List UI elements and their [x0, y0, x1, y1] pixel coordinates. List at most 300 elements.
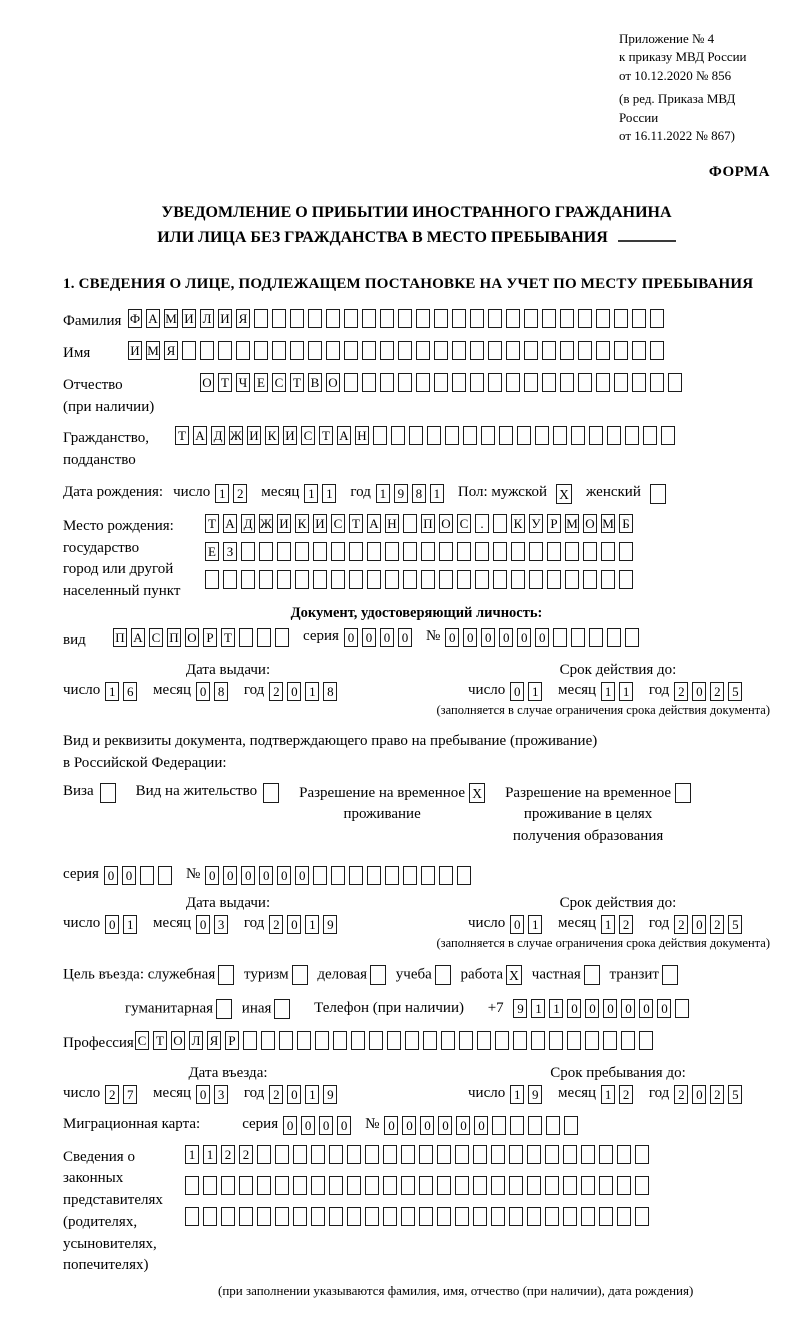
doc-valid-col — [468, 662, 770, 701]
permit-issue-date — [63, 915, 468, 934]
char-cell — [254, 309, 268, 328]
char-cell: 1 — [305, 682, 319, 701]
char-cell — [272, 341, 286, 360]
char-cell: Т — [205, 514, 219, 533]
char-cell — [434, 309, 448, 328]
char-cell — [385, 570, 399, 589]
char-cell: 9 — [323, 1085, 337, 1104]
char-cell — [589, 628, 603, 647]
char-cell: А — [337, 426, 351, 445]
char-cell: Р — [203, 628, 217, 647]
char-cell — [596, 373, 610, 392]
char-cell — [607, 628, 621, 647]
char-cell — [567, 1031, 581, 1050]
char-cell — [632, 309, 646, 328]
char-cell: А — [367, 514, 381, 533]
purpose-work-checkbox: X — [506, 965, 522, 985]
char-cell: . — [475, 514, 489, 533]
char-cell: 0 — [287, 1085, 301, 1104]
char-cell: 0 — [535, 628, 549, 647]
char-cell — [275, 628, 289, 647]
char-cell — [401, 1176, 415, 1195]
char-cell — [524, 341, 538, 360]
char-cell — [473, 1145, 487, 1164]
char-cell — [259, 570, 273, 589]
char-cell — [254, 341, 268, 360]
char-cell: 6 — [123, 682, 137, 701]
char-cell: О — [439, 514, 453, 533]
char-cell — [329, 1145, 343, 1164]
char-cell: 1 — [601, 915, 615, 934]
entry-dates — [63, 1065, 770, 1104]
char-cell: 1 — [510, 1085, 524, 1104]
char-cell — [531, 1031, 545, 1050]
char-cell — [221, 1207, 235, 1226]
char-cell: 0 — [402, 1116, 416, 1135]
char-cell — [452, 309, 466, 328]
purpose-item-label: деловая — [317, 966, 368, 983]
char-cell — [344, 373, 358, 392]
doc-issue-day-cells — [105, 682, 141, 698]
char-cell — [349, 542, 363, 561]
series-word: серия — [63, 865, 99, 882]
phone-prefix: +7 — [487, 1000, 504, 1017]
doc-series-cells — [344, 628, 416, 647]
char-cell — [383, 1176, 397, 1195]
representatives-cells-1 — [185, 1145, 653, 1164]
char-cell — [614, 309, 628, 328]
char-cell — [455, 1176, 469, 1195]
char-cell — [599, 1207, 613, 1226]
char-cell — [203, 1176, 217, 1195]
identity-doc-heading: Документ, удостоверяющий личность: — [290, 604, 543, 621]
visa-checkbox — [100, 783, 116, 803]
char-cell — [553, 628, 567, 647]
doc-issue-col — [63, 662, 468, 701]
char-cell — [632, 373, 646, 392]
char-cell: 0 — [510, 682, 524, 701]
char-cell — [347, 1176, 361, 1195]
char-cell — [205, 570, 219, 589]
char-cell — [275, 1145, 289, 1164]
char-cell — [362, 341, 376, 360]
char-cell — [223, 570, 237, 589]
char-cell — [564, 1116, 578, 1135]
char-cell: Е — [254, 373, 268, 392]
doc-kind-label: вид — [63, 631, 86, 648]
edition-line: (в ред. Приказа МВД России — [619, 91, 736, 125]
char-cell: 2 — [710, 1085, 724, 1104]
char-cell: 0 — [380, 628, 394, 647]
char-cell: С — [457, 514, 471, 533]
char-cell: В — [308, 373, 322, 392]
year-word: год — [648, 1084, 670, 1101]
char-cell — [547, 542, 561, 561]
birthplace-label — [63, 514, 205, 603]
permit-series-cells — [104, 866, 176, 885]
char-cell — [493, 514, 507, 533]
char-cell — [401, 1145, 415, 1164]
char-cell — [527, 1207, 541, 1226]
char-cell — [416, 341, 430, 360]
char-cell — [475, 542, 489, 561]
doc-issue-year-cells — [269, 682, 341, 698]
permit-valid-col — [468, 895, 770, 934]
char-cell: 2 — [674, 915, 688, 934]
char-cell — [243, 1031, 257, 1050]
char-cell: Т — [153, 1031, 167, 1050]
char-cell: Б — [619, 514, 633, 533]
representatives-label-line: усыновителях, — [63, 1235, 157, 1252]
birthdate-label: Дата рождения: — [63, 483, 164, 500]
char-cell — [439, 542, 453, 561]
char-cell — [441, 1031, 455, 1050]
char-cell: 1 — [305, 1085, 319, 1104]
char-cell: 1 — [203, 1145, 217, 1164]
char-cell — [380, 309, 394, 328]
char-cell — [455, 1145, 469, 1164]
section1-heading: 1. СВЕДЕНИЯ О ЛИЦЕ, ПОДЛЕЖАЩЕМ ПОСТАНОВКЕ НА УЧЕТ ПО МЕСТУ ПРЕБЫВАНИЯ — [63, 276, 754, 293]
birthplace-label-line: населенный пункт — [63, 583, 181, 600]
char-cell — [421, 866, 435, 885]
permit-valid-year-cells — [674, 915, 746, 931]
page-title — [63, 201, 770, 251]
char-cell — [293, 1176, 307, 1195]
permit-issue-month-cells — [196, 915, 232, 931]
char-cell — [524, 309, 538, 328]
citizenship-label — [63, 426, 175, 472]
char-cell: 2 — [710, 682, 724, 701]
char-cell — [650, 373, 664, 392]
char-cell — [344, 309, 358, 328]
char-cell — [437, 1145, 451, 1164]
char-cell: Т — [175, 426, 189, 445]
char-cell — [578, 373, 592, 392]
char-cell — [272, 309, 286, 328]
representatives-label-line: представителях — [63, 1192, 163, 1209]
citizenship-cells — [175, 426, 679, 445]
temp-permit-label — [299, 783, 465, 827]
char-cell — [434, 341, 448, 360]
char-cell — [437, 1207, 451, 1226]
char-cell — [545, 1145, 559, 1164]
char-cell: 1 — [123, 915, 137, 934]
representatives-label-line: (родителях, — [63, 1213, 138, 1230]
char-cell — [675, 999, 689, 1018]
birthplace-cells-2 — [205, 542, 637, 561]
char-cell — [308, 341, 322, 360]
char-cell — [380, 341, 394, 360]
char-cell: Ф — [129, 311, 141, 327]
char-cell: 2 — [619, 1085, 633, 1104]
purpose-humanitarian-checkbox — [216, 999, 232, 1019]
series-word: серия — [303, 627, 339, 644]
char-cell — [308, 309, 322, 328]
char-cell — [383, 1145, 397, 1164]
char-cell: О — [200, 373, 214, 392]
purpose-business-checkbox — [370, 965, 386, 985]
char-cell — [506, 341, 520, 360]
char-cell: О — [185, 628, 199, 647]
char-cell: Д — [241, 514, 255, 533]
stay-until-date — [468, 1085, 770, 1104]
month-word: месяц — [152, 681, 192, 698]
char-cell — [373, 426, 387, 445]
char-cell — [635, 1207, 649, 1226]
profession-cells — [135, 1031, 657, 1050]
char-cell — [365, 1176, 379, 1195]
char-cell: 2 — [269, 682, 283, 701]
char-cell — [279, 1031, 293, 1050]
permit-issue-heading: Дата выдачи: — [185, 894, 271, 911]
char-cell: И — [313, 514, 327, 533]
year-word: год — [243, 681, 265, 698]
char-cell — [385, 866, 399, 885]
char-cell: 0 — [692, 682, 706, 701]
permit-issue-year-cells — [269, 915, 341, 931]
char-cell — [383, 1207, 397, 1226]
char-cell — [236, 341, 250, 360]
residence-permit-checkbox — [263, 783, 279, 803]
char-cell: Н — [385, 514, 399, 533]
char-cell — [293, 1145, 307, 1164]
char-cell — [218, 341, 232, 360]
char-cell — [509, 1145, 523, 1164]
char-cell: 0 — [398, 628, 412, 647]
char-cell: И — [218, 309, 232, 328]
representatives-label-line: законных — [63, 1170, 124, 1187]
char-cell — [643, 426, 657, 445]
char-cell: 1 — [430, 484, 444, 503]
doc-kind-cells — [113, 628, 293, 647]
month-word: месяц — [261, 483, 300, 500]
char-cell — [437, 1176, 451, 1195]
year-word: год — [243, 1084, 265, 1101]
purpose-study-checkbox — [435, 965, 451, 985]
birthdate-day-cells — [215, 484, 251, 503]
purpose-transit-checkbox — [662, 965, 678, 985]
char-cell: С — [149, 628, 163, 647]
char-cell: 1 — [549, 999, 563, 1018]
char-cell — [614, 373, 628, 392]
number-word: № — [185, 865, 201, 882]
purpose-item-label: гуманитарная — [125, 1000, 214, 1017]
char-cell: С — [301, 426, 315, 445]
char-cell: 0 — [567, 999, 581, 1018]
representatives-row — [63, 1145, 770, 1278]
char-cell — [261, 1031, 275, 1050]
char-cell: С — [272, 373, 286, 392]
char-cell: С — [331, 514, 345, 533]
char-cell: 0 — [283, 1116, 297, 1135]
char-cell — [511, 542, 525, 561]
char-cell: Т — [319, 426, 333, 445]
char-cell — [589, 426, 603, 445]
firstname-label: Имя — [63, 345, 91, 362]
char-cell — [241, 542, 255, 561]
char-cell: 0 — [621, 999, 635, 1018]
char-cell — [315, 1031, 329, 1050]
char-cell: 1 — [619, 682, 633, 701]
char-cell — [439, 866, 453, 885]
char-cell: 0 — [692, 1085, 706, 1104]
migration-card-row — [63, 1116, 770, 1135]
representatives-cells-3 — [185, 1207, 653, 1226]
month-word: месяц — [152, 1084, 192, 1101]
char-cell: К — [265, 426, 279, 445]
char-cell — [599, 1145, 613, 1164]
char-cell — [313, 542, 327, 561]
purpose-item-label: иная — [241, 1000, 272, 1017]
representatives-cells-2 — [185, 1176, 653, 1195]
char-cell — [563, 1207, 577, 1226]
stay-until-heading: Срок пребывания до: — [550, 1064, 686, 1081]
char-cell — [542, 309, 556, 328]
char-cell: Л — [189, 1031, 203, 1050]
char-cell — [331, 866, 345, 885]
citizenship-label-line: подданство — [63, 452, 136, 469]
doc-valid-day-cells — [510, 682, 546, 698]
char-cell — [275, 1176, 289, 1195]
char-cell: Ч — [236, 373, 250, 392]
char-cell — [380, 373, 394, 392]
char-cell — [547, 570, 561, 589]
month-word: месяц — [152, 914, 192, 931]
char-cell — [491, 1207, 505, 1226]
char-cell: О — [171, 1031, 185, 1050]
char-cell — [488, 309, 502, 328]
char-cell: 0 — [384, 1116, 398, 1135]
migration-number-cells — [384, 1116, 582, 1135]
char-cell — [295, 570, 309, 589]
residence-doc-intro-line: в Российской Федерации: — [63, 755, 227, 772]
residence-doc-types — [63, 783, 770, 848]
char-cell — [419, 1207, 433, 1226]
purpose-item-label: учеба — [395, 966, 432, 983]
char-cell: 1 — [322, 484, 336, 503]
char-cell — [459, 1031, 473, 1050]
year-word: год — [350, 483, 371, 500]
char-cell — [182, 341, 196, 360]
char-cell — [625, 628, 639, 647]
char-cell: 0 — [196, 915, 210, 934]
form-label: ФОРМА — [708, 163, 770, 180]
char-cell — [295, 542, 309, 561]
char-cell: 1 — [215, 484, 229, 503]
char-cell — [596, 341, 610, 360]
char-cell — [527, 1176, 541, 1195]
char-cell: Н — [355, 426, 369, 445]
char-cell — [277, 542, 291, 561]
char-cell: 5 — [728, 915, 742, 934]
birthdate-month-cells — [304, 484, 340, 503]
surname-label: Фамилия — [63, 313, 122, 330]
char-cell: Ж — [260, 515, 272, 531]
entry-year-cells — [269, 1085, 341, 1101]
birthplace-cells-1 — [205, 514, 637, 533]
representatives-note: (при заполнении указываются фамилия, имя, отчество (при наличии), дата рождения) — [218, 1283, 694, 1299]
char-cell — [506, 373, 520, 392]
char-cell — [313, 866, 327, 885]
char-cell — [509, 1176, 523, 1195]
permit-valid-day-cells — [510, 915, 546, 931]
entry-month-cells — [196, 1085, 232, 1101]
char-cell: 2 — [710, 915, 724, 934]
char-cell — [239, 1207, 253, 1226]
char-cell — [524, 373, 538, 392]
char-cell: 0 — [223, 866, 237, 885]
char-cell — [473, 1176, 487, 1195]
birthplace-label-line: государство — [63, 539, 140, 556]
char-cell: 0 — [277, 866, 291, 885]
char-cell: 0 — [463, 628, 477, 647]
doc-valid-date — [468, 682, 770, 701]
char-cell — [419, 1176, 433, 1195]
char-cell: 1 — [376, 484, 390, 503]
stay-until-col — [468, 1065, 770, 1104]
edu-permit-checkbox — [675, 783, 691, 803]
char-cell: 0 — [639, 999, 653, 1018]
char-cell — [565, 542, 579, 561]
char-cell — [311, 1145, 325, 1164]
char-cell — [491, 1176, 505, 1195]
char-cell — [416, 309, 430, 328]
purpose-item-label: работа — [460, 966, 504, 983]
stay-year-cells — [674, 1085, 746, 1101]
char-cell — [578, 309, 592, 328]
temp-permit-label-line: проживание — [343, 806, 421, 823]
char-cell — [293, 1207, 307, 1226]
title-line-2-text: ИЛИ ЛИЦА БЕЗ ГРАЖДАНСТВА В МЕСТО ПРЕБЫВАНИЯ — [157, 228, 608, 246]
char-cell: М — [566, 515, 578, 531]
patronymic-cells — [200, 373, 686, 392]
char-cell: 9 — [513, 999, 527, 1018]
char-cell — [405, 1031, 419, 1050]
char-cell: 1 — [185, 1145, 199, 1164]
char-cell: 2 — [674, 1085, 688, 1104]
char-cell: 0 — [241, 866, 255, 885]
char-cell: 1 — [601, 682, 615, 701]
char-cell: К — [511, 514, 525, 533]
char-cell — [326, 341, 340, 360]
char-cell — [617, 1176, 631, 1195]
char-cell — [259, 542, 273, 561]
char-cell: 8 — [214, 682, 228, 701]
char-cell — [614, 341, 628, 360]
char-cell — [391, 426, 405, 445]
char-cell — [661, 426, 675, 445]
char-cell: Я — [207, 1031, 221, 1050]
char-cell: М — [602, 515, 614, 531]
purpose-other-checkbox — [274, 999, 290, 1019]
surname-row — [63, 309, 770, 333]
doc-valid-heading: Срок действия до: — [559, 661, 677, 678]
char-cell — [257, 628, 271, 647]
char-cell: 1 — [528, 682, 542, 701]
char-cell — [457, 866, 471, 885]
profession-row — [63, 1031, 770, 1055]
char-cell — [470, 341, 484, 360]
char-cell — [398, 341, 412, 360]
char-cell — [311, 1176, 325, 1195]
birthplace-cells-block — [205, 514, 637, 598]
residence-permit-label: Вид на жительство — [135, 782, 258, 799]
char-cell: 0 — [585, 999, 599, 1018]
sex-female-label: женский — [586, 483, 641, 500]
char-cell: 0 — [499, 628, 513, 647]
char-cell — [563, 1176, 577, 1195]
char-cell — [529, 542, 543, 561]
